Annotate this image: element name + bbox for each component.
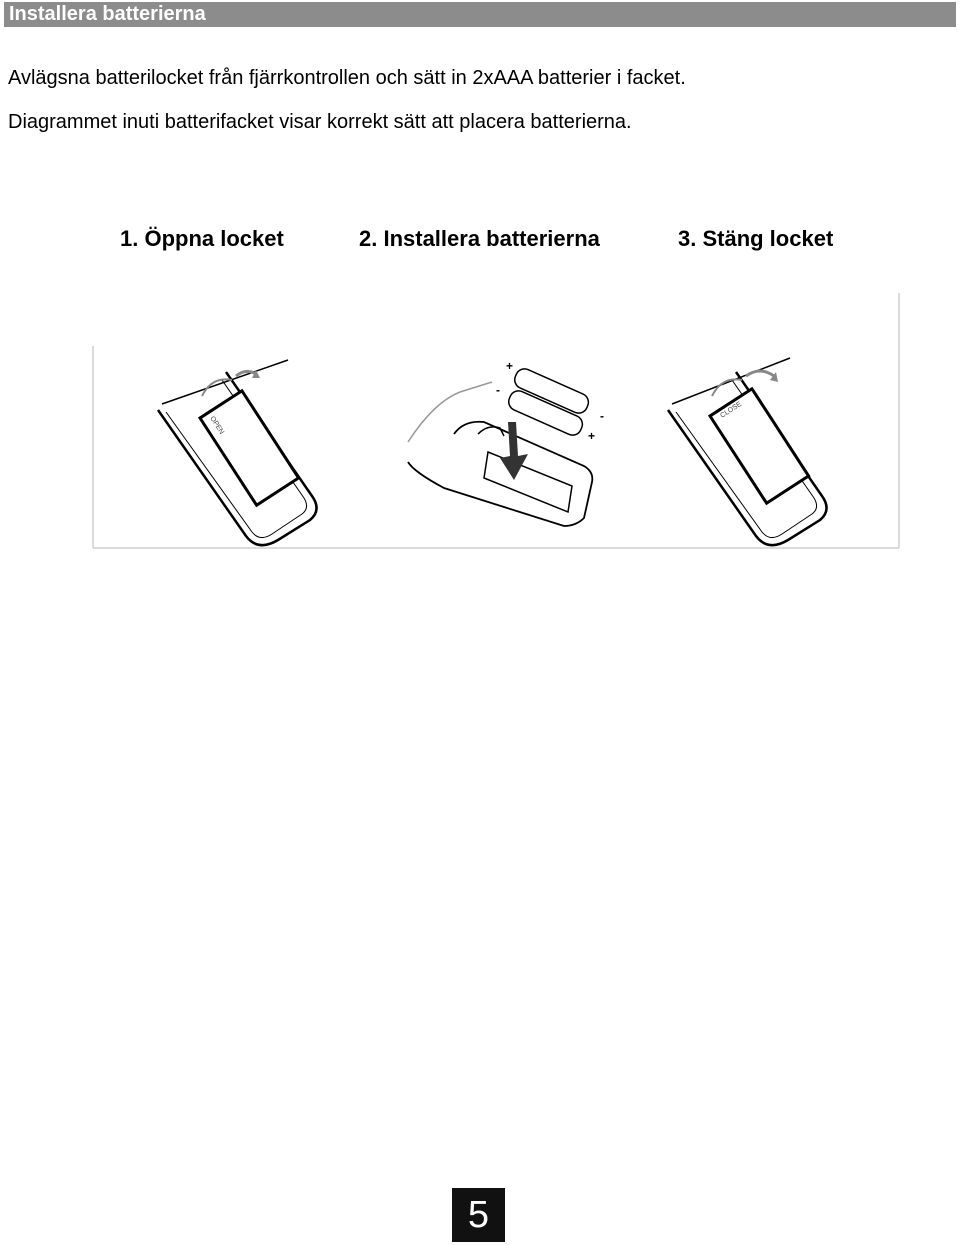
step-1-label: 1. Öppna locket [120,226,284,251]
remote-open-lid-illustration [158,360,317,545]
plus-sign: + [506,359,514,373]
plus-sign: + [588,429,596,443]
remote-close-lid-illustration [668,358,827,545]
step-3-label: 3. Stäng locket [678,226,834,251]
section-title: Installera batterierna [4,2,956,27]
instruction-paragraph: Avlägsna batterilocket från fjärrkontrollen och sätt in 2xAAA batterier i facket. [8,67,686,89]
page-number: 5 [452,1188,505,1242]
open-label: OPEN [208,415,226,436]
diagram-note-paragraph: Diagrammet inuti batterifacket visar korrekt sätt att placera batterierna. [8,111,632,133]
close-label: CLOSE [719,400,743,420]
minus-sign: - [600,409,604,423]
step-2-label: 2. Installera batterierna [359,226,600,251]
minus-sign: - [496,383,500,397]
battery-install-illustration [408,359,604,526]
battery-installation-figure [92,292,900,549]
